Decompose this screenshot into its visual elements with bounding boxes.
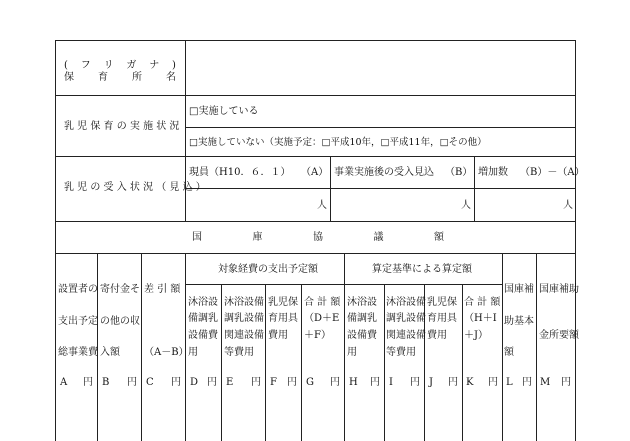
- col-e-header-line: 調乳設備: [224, 313, 264, 324]
- yen-unit: 円: [287, 377, 297, 388]
- col-b-header-line: の他の収: [100, 316, 140, 327]
- col-l-header-line: 助基本: [504, 316, 534, 327]
- column-letter: K: [466, 377, 474, 388]
- column-letter: I: [389, 377, 393, 388]
- furigana-char: ガ: [126, 60, 137, 71]
- current-count-unit: 人: [317, 200, 327, 211]
- column-letter: B: [102, 377, 110, 388]
- grid-line: [474, 156, 475, 221]
- amount-cell-f[interactable]: [270, 378, 297, 388]
- col-j-header-line: 育用具: [427, 313, 457, 324]
- col-g-header-line: （D＋E: [304, 313, 340, 324]
- subsidy-header-char: 庫: [252, 232, 263, 243]
- column-letter: L: [506, 377, 513, 388]
- col-b-header-line: 入額: [100, 347, 120, 358]
- facility-name-field[interactable]: [186, 41, 575, 95]
- target-expense-header: 対象経費の支出予定額: [218, 264, 318, 275]
- col-k-header-line: （H＋I: [464, 313, 497, 324]
- col-f-header-line: 費用: [268, 330, 288, 341]
- col-i-header-line: 等費用: [386, 347, 416, 358]
- expected-count-code: （B）: [445, 167, 473, 178]
- subsidy-header-char: 協: [313, 232, 323, 243]
- yen-unit: 円: [370, 377, 380, 388]
- furigana-char: ): [172, 60, 176, 71]
- grid-line: [185, 188, 576, 189]
- amount-cell-b[interactable]: [102, 378, 137, 388]
- col-g-header-line: ＋F）: [304, 330, 331, 341]
- col-j-header-line: 乳児保: [427, 297, 457, 308]
- grid-line: [55, 95, 576, 96]
- grid-line: [55, 253, 576, 254]
- col-h-header-line: 備調乳: [347, 313, 377, 324]
- col-b-header-line: 寄付金そ: [100, 284, 140, 295]
- facility-name-label: [64, 73, 176, 83]
- col-c-header-line: （A－B）: [144, 347, 189, 358]
- yen-unit: 円: [410, 377, 420, 388]
- yen-unit: 円: [561, 377, 571, 388]
- grid-line: [221, 284, 222, 441]
- col-k-header-line: ＋J）: [464, 330, 489, 341]
- furigana-char: リ: [103, 60, 114, 71]
- col-e-header-line: 沐浴設備: [224, 297, 264, 308]
- grid-line: [55, 40, 56, 441]
- col-l-header-line: 国庫補: [504, 284, 534, 295]
- increase-count-label: 増加数: [478, 167, 508, 178]
- increase-count-code: （B）－（A）: [520, 167, 585, 178]
- facility-name-char: 所: [132, 72, 142, 83]
- facility-name-char: 保: [64, 72, 74, 83]
- amount-cell-a[interactable]: [60, 378, 93, 388]
- grid-line: [502, 253, 503, 441]
- expected-count-label: 事業実施後の受入見込: [334, 167, 434, 178]
- col-d-header-line: 設備費: [188, 330, 218, 341]
- option-not-implemented-checkbox[interactable]: □実施していない（実施予定：□平成10年，□平成11年，□その他）: [189, 137, 487, 148]
- col-l-header-line: 額: [504, 347, 514, 358]
- col-a-header-line: 支出予定: [58, 316, 98, 327]
- column-letter: G: [306, 377, 314, 388]
- grid-line: [185, 127, 576, 128]
- grid-line: [265, 284, 266, 441]
- col-h-header-line: 用: [347, 347, 357, 358]
- furigana-char: ナ: [149, 60, 160, 71]
- column-letter: F: [270, 377, 277, 388]
- col-a-header-line: 総事業費: [58, 347, 98, 358]
- col-e-header-line: 等費用: [224, 347, 254, 358]
- expected-count-unit: 人: [461, 200, 471, 211]
- subsidy-header-char: 議: [373, 232, 384, 243]
- amount-cell-c[interactable]: [146, 378, 181, 388]
- amount-cell-i[interactable]: [389, 378, 420, 388]
- col-f-header-line: 乳児保: [268, 297, 298, 308]
- column-letter: D: [190, 377, 199, 388]
- col-g-header-line: 合 計 額: [304, 297, 341, 308]
- option-implemented-checkbox[interactable]: □実施している: [189, 106, 259, 117]
- col-i-header-line: 調乳設備: [386, 313, 426, 324]
- col-d-header-line: 沐浴設: [188, 297, 218, 308]
- subsidy-header-char: 国: [192, 232, 202, 243]
- yen-unit: 円: [171, 377, 181, 388]
- column-letter: H: [349, 377, 358, 388]
- column-letter: E: [226, 377, 234, 388]
- increase-count-unit: 人: [563, 200, 573, 211]
- amount-cell-h[interactable]: [349, 378, 380, 388]
- grid-line: [344, 253, 345, 441]
- yen-unit: 円: [488, 377, 498, 388]
- column-letter: C: [146, 377, 154, 388]
- col-d-header-line: 備調乳: [188, 313, 218, 324]
- grid-line: [575, 40, 576, 441]
- amount-cell-k[interactable]: [466, 378, 498, 388]
- amount-cell-e[interactable]: [226, 378, 261, 388]
- amount-cell-g[interactable]: [306, 378, 340, 388]
- grid-line: [55, 221, 576, 222]
- column-letter: M: [540, 377, 551, 388]
- amount-cell-m[interactable]: [540, 378, 571, 388]
- furigana-char: (: [64, 60, 68, 71]
- amount-cell-l[interactable]: [506, 378, 532, 388]
- grid-line: [330, 156, 331, 221]
- yen-unit: 円: [83, 377, 93, 388]
- col-j-header-line: 費用: [427, 330, 447, 341]
- col-c-header-line: 差 引 額: [144, 284, 181, 295]
- col-h-header-line: 設備費: [347, 330, 377, 341]
- column-letter: A: [60, 377, 68, 388]
- implementation-label: 乳 児 保 育 の 実 施 状 況: [64, 121, 180, 132]
- grid-line: [141, 253, 142, 441]
- col-f-header-line: 育用具: [268, 313, 298, 324]
- yen-unit: 円: [251, 377, 261, 388]
- col-m-header-line: 国庫補助: [539, 284, 579, 295]
- yen-unit: 円: [522, 377, 532, 388]
- column-letter: J: [429, 377, 434, 388]
- calc-standard-header: 算定基準による算定額: [372, 264, 472, 275]
- current-count-label: 現員（H10．６．１）: [189, 167, 291, 178]
- col-i-header-line: 沐浴設備: [386, 297, 426, 308]
- amount-cell-j[interactable]: [429, 378, 458, 388]
- facility-name-char: 育: [98, 72, 108, 83]
- grid-line: [301, 284, 302, 441]
- col-e-header-line: 関連設備: [224, 330, 264, 341]
- col-h-header-line: 沐浴設: [347, 297, 377, 308]
- amount-cell-d[interactable]: [190, 378, 217, 388]
- col-m-header-line: 金所要額: [539, 330, 579, 341]
- yen-unit: 円: [127, 377, 137, 388]
- furigana-char: フ: [80, 60, 91, 71]
- acceptance-label: 乳 児 の 受 入 状 況 （ 見 込 ）: [64, 182, 206, 193]
- current-count-code: （A）: [301, 167, 329, 178]
- grid-line: [462, 284, 463, 441]
- furigana-label: [64, 61, 176, 71]
- col-a-header-line: 設置者の: [58, 284, 98, 295]
- col-d-header-line: 用: [188, 347, 198, 358]
- facility-name-char: 名: [166, 72, 176, 83]
- col-i-header-line: 関連設備: [386, 330, 426, 341]
- col-k-header-line: 合 計 額: [464, 297, 501, 308]
- subsidy-header-char: 額: [434, 232, 444, 243]
- yen-unit: 円: [330, 377, 340, 388]
- yen-unit: 円: [448, 377, 458, 388]
- subsidy-header: [192, 233, 444, 243]
- grid-line: [536, 253, 537, 441]
- yen-unit: 円: [207, 377, 217, 388]
- grid-line: [55, 156, 576, 157]
- grid-line: [384, 284, 385, 441]
